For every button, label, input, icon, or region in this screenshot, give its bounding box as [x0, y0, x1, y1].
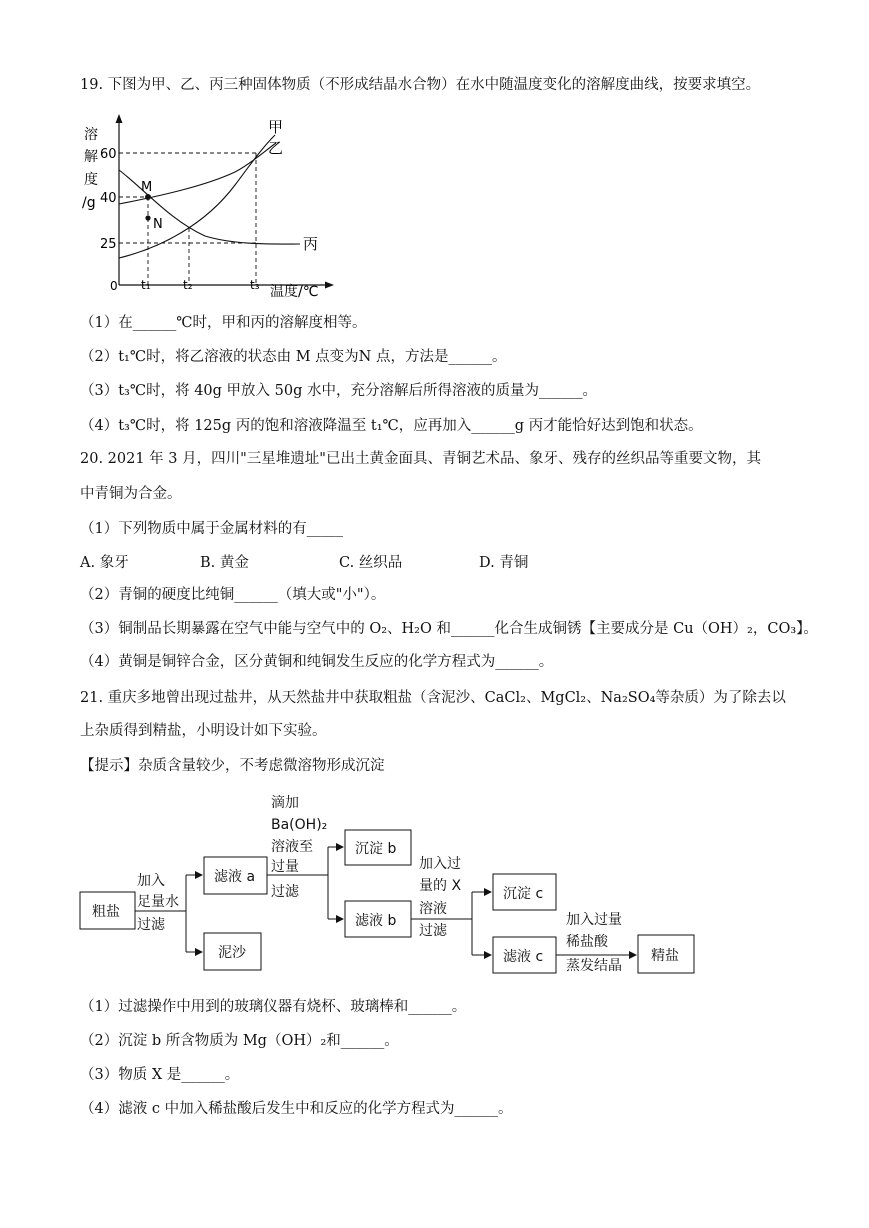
step3-line3: 溶液: [419, 901, 447, 917]
q21-hint: 【提示】杂质含量较少，不考虑微溶物形成沉淀: [80, 758, 385, 774]
box-crude-salt-label: 粗盐: [92, 904, 120, 920]
y-label-2: 解: [84, 149, 98, 165]
step2-line5: 过滤: [271, 884, 299, 900]
q20-sub3: （3）铜制品长期暴露在空气中能与空气中的 O₂、H₂O 和______化合生成铜锈【主要成分是 Cu（OH）₂，CO₃】。: [80, 621, 818, 637]
purification-flowchart: [75, 786, 705, 984]
y-label-3: 度: [84, 172, 98, 188]
step2-line1: 滴加: [271, 795, 299, 811]
solubility-graph: [78, 112, 338, 302]
q19-stem: 19. 下图为甲、乙、丙三种固体物质（不形成结晶水合物）在水中随温度变化的溶解度曲线，按要求填空。: [80, 77, 761, 93]
y-tick-40: 40: [100, 191, 117, 206]
y-label-4: /g: [82, 195, 96, 211]
box-ppt-c-label: 沉淀 c: [503, 886, 544, 902]
q21-stem-line2: 上杂质得到精盐，小明设计如下实验。: [80, 723, 327, 739]
q20-sub2: （2）青铜的硬度比纯铜______（填大或"小"）。: [80, 587, 386, 603]
origin-label: 0: [110, 279, 118, 293]
box-ppt-b-label: 沉淀 b: [355, 841, 397, 857]
step3-line4: 过滤: [419, 923, 447, 939]
x-tick-t3: t₃: [250, 278, 260, 292]
x-axis-label: 温度/℃: [270, 284, 319, 300]
q21-stem-line1: 21. 重庆多地曾出现过盐井，从天然盐井中获取粗盐（含泥沙、CaCl₂、MgCl₂、Na₂SO₄等杂质）为了除去以: [80, 690, 786, 706]
step2-line4: 过量: [271, 859, 299, 875]
box-filtrate-b-label: 滤液 b: [355, 913, 397, 929]
point-n: [145, 215, 150, 220]
point-n-label: N: [153, 217, 163, 232]
curve-bing-label: 丙: [303, 235, 319, 253]
y-label-1: 溶: [84, 127, 98, 143]
q19-sub1: （1）在______℃时，甲和丙的溶解度相等。: [80, 315, 367, 331]
y-tick-60: 60: [100, 147, 117, 162]
y-tick-25: 25: [100, 237, 117, 252]
step3-line2: 量的 X: [419, 878, 462, 894]
q20-stem-line2: 中青铜为合金。: [80, 486, 182, 502]
q21-sub4: （4）滤液 c 中加入稀盐酸后发生中和反应的化学方程式为______。: [80, 1101, 513, 1117]
curve-yi-label: 乙: [268, 139, 284, 157]
box-mud-label: 泥沙: [218, 945, 246, 961]
q20-sub4: （4）黄铜是铜锌合金，区分黄铜和纯铜发生反应的化学方程式为______。: [80, 654, 554, 670]
q20-option-b: B. 黄金: [200, 555, 249, 571]
q19-sub2: （2）t₁℃时，将乙溶液的状态由 M 点变为N 点，方法是______。: [80, 349, 507, 365]
step4-line2: 稀盐酸: [566, 934, 608, 950]
box-fine-salt-label: 精盐: [651, 948, 679, 964]
step1-line3: 过滤: [137, 917, 165, 933]
q20-stem-line1: 20. 2021 年 3 月，四川"三星堆遗址"已出土黄金面具、青铜艺术品、象牙、残存的丝织品等重要文物，其: [80, 451, 761, 467]
q21-sub3: （3）物质 X 是______。: [80, 1067, 240, 1083]
q19-sub3: （3）t₃℃时，将 40g 甲放入 50g 水中，充分溶解后所得溶液的质量为______。: [80, 383, 597, 399]
q20-option-c: C. 丝织品: [339, 555, 403, 571]
point-m-label: M: [141, 180, 153, 195]
q19-sub4: （4）t₃℃时，将 125g 丙的饱和溶液降温至 t₁℃，应再加入______g 丙才能恰好达到饱和状态。: [80, 418, 703, 434]
step4-line1: 加入过量: [566, 912, 622, 928]
y-axis-arrow: [116, 114, 123, 123]
step4-line3: 蒸发结晶: [566, 958, 622, 974]
x-tick-t1: t₁: [141, 278, 151, 292]
step3-line1: 加入过: [419, 856, 461, 872]
q20-option-a: A. 象牙: [80, 555, 129, 571]
step2-line3: 溶液至: [271, 839, 313, 855]
box-filtrate-a-label: 滤液 a: [214, 869, 256, 885]
q21-sub1: （1）过滤操作中用到的玻璃仪器有烧杯、玻璃棒和______。: [80, 999, 467, 1015]
x-axis-arrow: [325, 282, 334, 289]
step1-line2: 足量水: [137, 894, 179, 910]
q21-sub2: （2）沉淀 b 所含物质为 Mg（OH）₂和______。: [80, 1033, 399, 1049]
x-tick-t2: t₂: [183, 278, 193, 292]
step2-line2: Ba(OH)₂: [271, 817, 328, 833]
curve-jia-label: 甲: [268, 118, 284, 136]
box-filtrate-c-label: 滤液 c: [503, 949, 544, 965]
q20-sub1: （1）下列物质中属于金属材料的有_____: [80, 521, 343, 537]
q20-option-d: D. 青铜: [479, 555, 529, 571]
step1-line1: 加入: [137, 873, 165, 889]
